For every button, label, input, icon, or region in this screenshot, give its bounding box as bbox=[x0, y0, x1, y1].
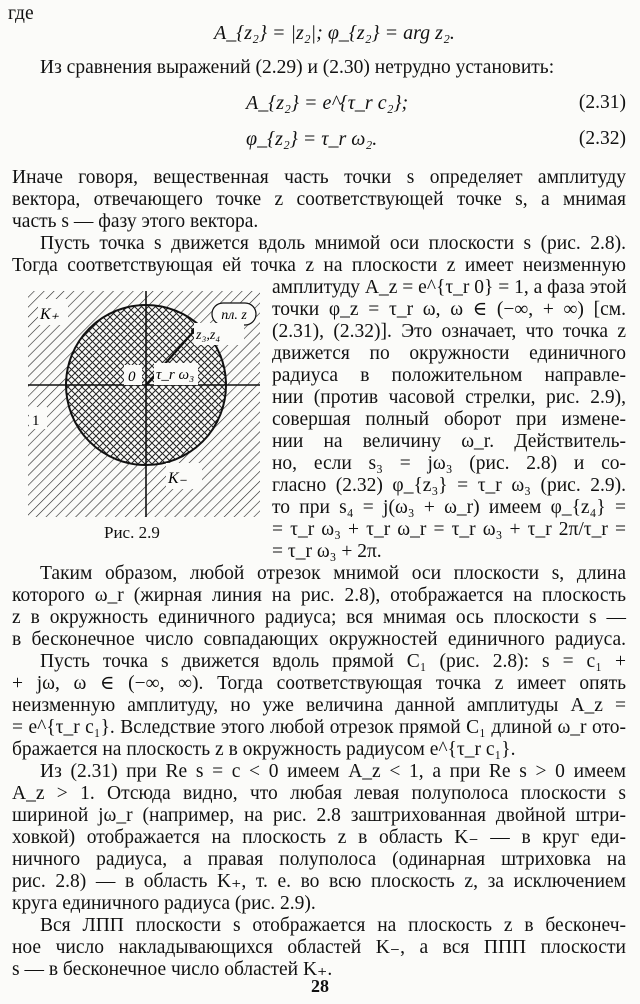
paragraph-2-line: Иначе говоря, вещественная часть точки s определяет амплитуду bbox=[12, 167, 626, 188]
paragraph-3-wrap-line: амплитуду A_z = e^{τ_r 0} = 1, а фаза этой bbox=[272, 277, 627, 298]
paragraph-3-wrap-line: нии на величину ω_r. Действитель- bbox=[272, 431, 626, 452]
paragraph-6-line: A_z > 1. Отсюда видно, что любая левая полуполоса плоскости s bbox=[12, 783, 626, 804]
paragraph-3-wrap-line: но, если s₃ = jω₃ (рис. 2.8) и со- bbox=[272, 453, 626, 474]
paragraph-3-wrap-line: радиуса в положительном направле- bbox=[272, 365, 626, 386]
paragraph-6-line: рис. 2.8) — в область K₊, т. е. во всю плоскость z, за исключением bbox=[12, 871, 626, 892]
paragraph-6-line: ничного радиуса, а правая полуполоса (одинарная штриховка на bbox=[12, 849, 626, 870]
label-plane-z: пл. z bbox=[221, 308, 247, 323]
paragraph-6-line: шириной jω_r (например, на рис. 2.8 заштрихованная двойной штри- bbox=[12, 805, 626, 826]
label-k-minus: K₋ bbox=[168, 470, 188, 487]
equation-number-2-31: (2.31) bbox=[578, 92, 626, 113]
paragraph-5-line: + jω, ω ∈ (−∞, ∞). Тогда соответствующая точка z имеет опять bbox=[12, 673, 626, 694]
paragraph-4-line: которого ω_r (жирная линия на рис. 2.8), отображается на плоскость bbox=[12, 585, 626, 606]
paragraph-7-line: Вся ЛПП плоскости s отображается на плоскость z в бесконеч- bbox=[40, 915, 626, 936]
paragraph-5-line: неизменную амплитуду, но уже величина данной амплитуды A_z = bbox=[12, 695, 626, 716]
label-k-plus: K₊ bbox=[40, 306, 60, 323]
paragraph-4-line: z в окружность единичного радиуса; вся мнимая ось плоскости s — bbox=[12, 607, 626, 628]
paragraph-7-line: s — в бесконечное число областей K₊. bbox=[12, 959, 333, 980]
equation-2-32: φ_{z₂} = τ_r ω₂. bbox=[246, 128, 378, 150]
paragraph-4-line: в бесконечное число совпадающих окружностей единичного радиуса. bbox=[12, 629, 626, 650]
paragraph-2-line: вектора, отвечающего точке z соответствующей точке s, а мнимая bbox=[12, 189, 626, 210]
paragraph-2-line: часть s — фазу этого вектора. bbox=[12, 211, 259, 232]
paragraph-5-line: бражается на плоскость z в окружность радиусом e^{τ_r c₁}. bbox=[12, 739, 516, 760]
paragraph-3-wrap-line: нии (против часовой стрелки, рис. 2.9), bbox=[272, 387, 626, 408]
paragraph-3-wrap-line: = τ_r ω₃ + τ_r ω_r = τ_r ω₃ + τ_r 2π/τ_r = bbox=[272, 519, 626, 540]
equation-number-2-32: (2.32) bbox=[578, 128, 626, 149]
paragraph-6-line: ховкой) отображается на плоскость z в область K₋ — в круг еди- bbox=[12, 827, 626, 848]
paragraph-3-line: Пусть точка s движется вдоль мнимой оси плоскости s (рис. 2.8). bbox=[40, 233, 626, 254]
label-one: 1 bbox=[32, 413, 40, 429]
paragraph-6-line: круга единичного радиуса (рис. 2.9). bbox=[12, 893, 316, 914]
equation-2-31: A_{z₂} = e^{τ_r c₂}; bbox=[246, 92, 409, 114]
figure-caption: Рис. 2.9 bbox=[104, 523, 160, 542]
paragraph-3-wrap-line: совершая полный оборот при измене- bbox=[272, 409, 626, 430]
paragraph-4-line: Таким образом, любой отрезок мнимой оси плоскости s, длина bbox=[40, 563, 626, 584]
paragraph-3-line: Тогда соответствующая ей точка z на плоскости z имеет неизменную bbox=[12, 255, 626, 276]
paragraph-6-line: Из (2.31) при Re s = c < 0 имеем A_z < 1, а при Re s > 0 имеем bbox=[40, 761, 626, 782]
label-origin: 0 bbox=[128, 369, 136, 385]
paragraph-3-wrap-line: гласно (2.32) φ_{z₃} = τ_r ω₃ (рис. 2.9). bbox=[272, 475, 626, 496]
paragraph-7-line: ное число накладывающихся областей K₋, а вся ППП плоскости bbox=[12, 937, 626, 958]
page-number: 28 bbox=[311, 976, 329, 996]
paragraph-5-line: = e^{τ_r c₁}. Вследствие этого любой отрезок прямой C₁ длиной ω_r ото- bbox=[12, 717, 626, 738]
figure-unit-circle bbox=[26, 289, 262, 519]
label-z-points: z₃,z₄ bbox=[196, 328, 221, 343]
label-tau-omega: τ_r ω₃ bbox=[156, 367, 195, 383]
paragraph-3-wrap-line: движется по окружности единичного bbox=[272, 343, 626, 364]
paragraph-3-wrap-line: то при s₄ = j(ω₃ + ω_r) имеем φ_{z₄} = bbox=[272, 497, 626, 518]
equation-amplitude-phase: A_{z₂} = |z₂|; φ_{z₂} = arg z₂. bbox=[214, 22, 455, 44]
paragraph-3-wrap-line: = τ_r ω₃ + 2π. bbox=[272, 541, 382, 562]
paragraph-5-line: Пусть точка s движется вдоль прямой C₁ (рис. 2.8): s = c₁ + bbox=[40, 651, 626, 672]
paragraph-1: Из сравнения выражений (2.29) и (2.30) нетрудно установить: bbox=[40, 57, 555, 78]
text-where: где bbox=[8, 3, 34, 24]
paragraph-3-wrap-line: точки φ_z = τ_r ω, ω ∈ (−∞, + ∞) [см. bbox=[272, 299, 626, 320]
paragraph-3-wrap-line: (2.31), (2.32)]. Это означает, что точка z bbox=[272, 321, 626, 342]
